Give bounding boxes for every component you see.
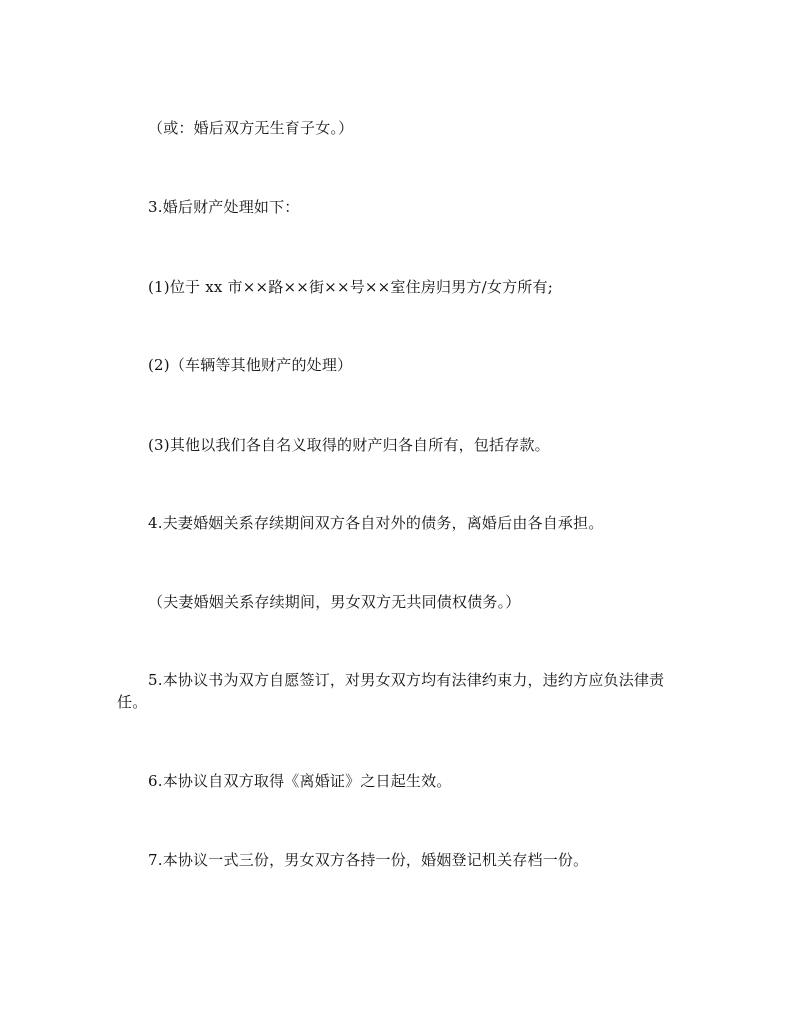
paragraph-property-heading: 3.婚后财产处理如下： bbox=[148, 198, 300, 216]
paragraph-property-house: (1)位于 xx 市××路××街××号××室住房归男方/女方所有; bbox=[148, 278, 553, 296]
paragraph-debts-note: （夫妻婚姻关系存续期间，男女双方无共同债权债务。） bbox=[148, 593, 521, 611]
paragraph-property-vehicle: (2)（车辆等其他财产的处理） bbox=[148, 356, 353, 374]
paragraph-property-other: (3)其他以我们各自名义取得的财产归各自所有，包括存款。 bbox=[148, 436, 550, 454]
paragraph-no-children-note: （或：婚后双方无生育子女。） bbox=[148, 119, 354, 137]
paragraph-debts: 4.夫妻婚姻关系存续期间双方各自对外的债务，离婚后由各自承担。 bbox=[148, 514, 604, 532]
paragraph-copies: 7.本协议一式三份，男女双方各持一份，婚姻登记机关存档一份。 bbox=[148, 851, 589, 869]
paragraph-binding-effect: 5.本协议书为双方自愿签订，对男女双方均有法律约束力，违约方应负法律责任。 bbox=[117, 671, 665, 711]
paragraph-effective-date: 6.本协议自双方取得《离婚证》之日起生效。 bbox=[148, 772, 452, 790]
